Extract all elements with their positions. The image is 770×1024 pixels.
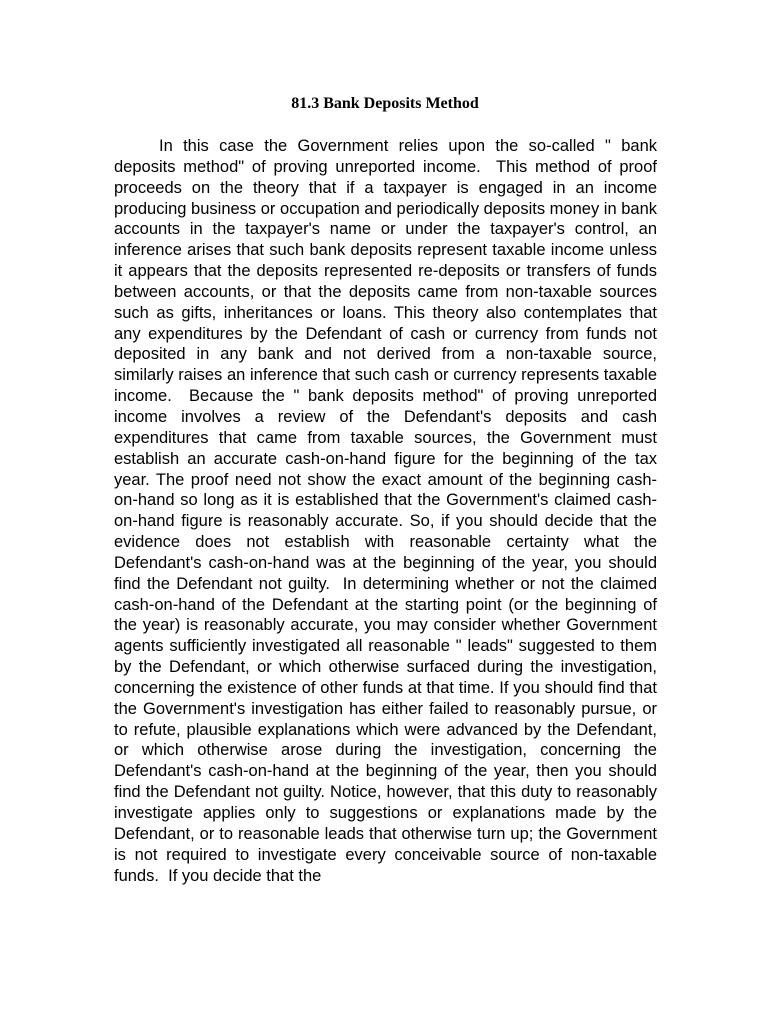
body-paragraph: In this case the Government relies upon the so-called " bank deposits method" of proving unreported income. This method of proof proceeds on the theory that if a taxpayer is engaged in an income producing business or occupation and periodically deposits money in bank accounts in the taxpayer's name or under the taxpayer's control, an inference arises that such bank deposits represent taxable income unless it appears that the deposits represented re-deposits or transfers of funds between accounts, or that the deposits came from non-taxable sources such as gifts, inheritances or loans. This theory also contemplates that any expenditures by the Defendant of cash or currency from funds not deposited in any bank and not derived from a non-taxable source, similarly raises an inference that such cash or currency represents taxable income. Because the " bank deposits method" of proving unreported income involves a review of the Defendant's deposits and cash expenditures that came from taxable sources, the Government must establish an accurate cash-on-hand figure for the beginning of the tax year. The proof need not show the exact amount of the beginning cash-on-hand so long as it is established that the Government's claimed cash-on-hand figure is reasonably accurate. So, if you should decide that the evidence does not establish with reasonable certainty what the Defendant's cash-on-hand was at the beginning of the year, you should find the Defendant not guilty. In determining whether or not the claimed cash-on-hand of the Defendant at the starting point (or the beginning of the year) is reasonably accurate, you may consider whether Government agents sufficiently investigated all reasonable " leads" suggested to them by the Defendant, or which otherwise surfaced during the investigation, concerning the existence of other funds at that time. If you should find that the Government's investigation has either failed to reasonably pursue, or to refute, plausible explanations which were advanced by the Defendant, or which otherwise arose during the investigation, concerning the Defendant's cash-on-hand at the beginning of the year, then you should find the Defendant not guilty. Notice, however, that this duty to reasonably investigate applies only to suggestions or explanations made by the Defendant, or to reasonable leads that otherwise turn up; the Government is not required to investigate every conceivable source of non-taxable funds. If you decide that the xyxy=(114,137,662,885)
section-title: 81.3 Bank Deposits Method xyxy=(291,95,479,112)
